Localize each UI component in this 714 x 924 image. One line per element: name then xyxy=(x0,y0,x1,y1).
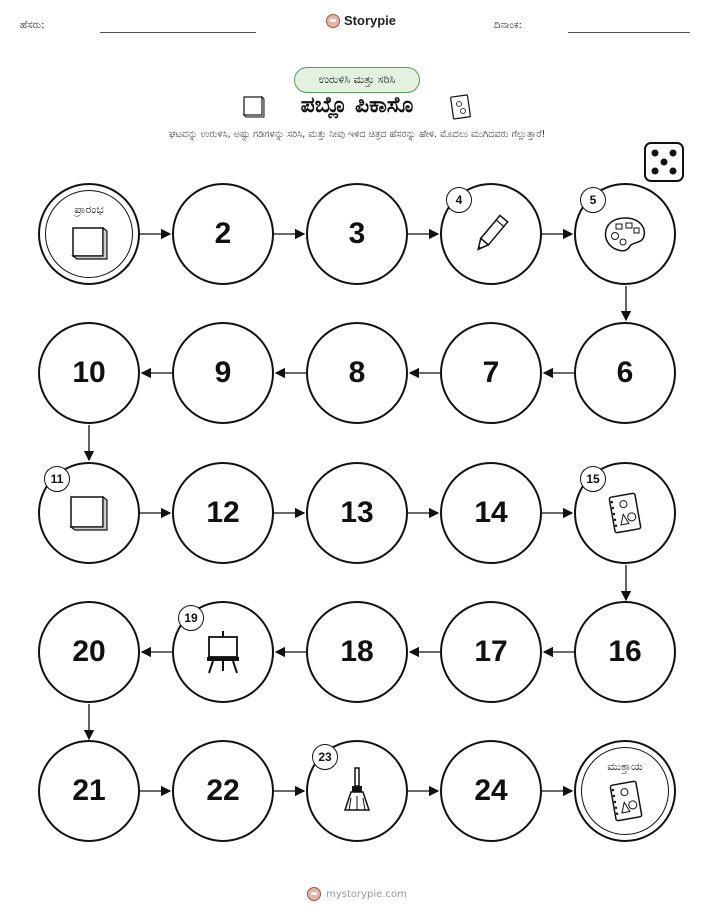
board-space-22[interactable] xyxy=(172,740,274,842)
board-space-19[interactable] xyxy=(172,601,274,703)
canvas-icon xyxy=(67,493,111,533)
instructions: ಘಟವನ್ನು ಉರುಳಿಸಿ, ಅಷ್ಟು ಗಡಿಗಳನ್ನು ಸರಿಸಿ, ಮತ್ತು ನೀವು ಇಳಿದ ಚಿತ್ರದ ಹೆಸರನ್ನು ಹೇಳಿ. ಮೊದಲು ಮುಗಿದವರು ಗೆಲ್ಲುತ್ತಾರೆ! xyxy=(168,129,546,140)
board-space-15[interactable] xyxy=(574,462,676,564)
board-space-23[interactable] xyxy=(306,740,408,842)
game-title: ಪಬ್ಲೊ ಪಿಕಾಸೊ xyxy=(300,93,414,118)
board-space-8[interactable] xyxy=(306,322,408,424)
date-label: ದಿನಾಂಕ: xyxy=(494,20,522,31)
brand-name: Storypie xyxy=(344,13,397,28)
space-number: 10 xyxy=(72,356,106,389)
paintbrush-icon xyxy=(339,766,375,816)
space-number: 2 xyxy=(214,217,232,250)
start-label: ಪ್ರಾರಂಭ xyxy=(74,203,104,216)
space-number: 7 xyxy=(482,356,500,389)
footer xyxy=(0,887,714,901)
board-space-14[interactable] xyxy=(440,462,542,564)
board-space-17[interactable] xyxy=(440,601,542,703)
name-label: ಹೆಸರು: xyxy=(20,20,45,31)
space-badge: 19 xyxy=(178,605,204,631)
board-space-24[interactable] xyxy=(440,740,542,842)
space-number: 16 xyxy=(608,635,642,668)
space-number: 8 xyxy=(348,356,366,389)
pencil-icon xyxy=(471,212,511,256)
space-number: 17 xyxy=(474,635,508,668)
board-space-12[interactable] xyxy=(172,462,274,564)
board-space-10[interactable] xyxy=(38,322,140,424)
board-space-13[interactable] xyxy=(306,462,408,564)
board-space-6[interactable] xyxy=(574,322,676,424)
sketchbook-icon xyxy=(605,490,645,536)
canvas-icon xyxy=(70,225,110,265)
game-type-tag: ಉರುಳಿಸಿ ಮತ್ತು ಸರಿಸಿ xyxy=(294,67,420,93)
space-badge: 4 xyxy=(446,187,472,213)
board-space-18[interactable] xyxy=(306,601,408,703)
space-number: 3 xyxy=(348,217,366,250)
board-space-3[interactable] xyxy=(306,183,408,285)
board-space-2[interactable] xyxy=(172,183,274,285)
space-number: 22 xyxy=(206,774,240,807)
board-space-9[interactable] xyxy=(172,322,274,424)
board-space-21[interactable] xyxy=(38,740,140,842)
finish-label: ಮುಕ್ತಾಯ xyxy=(607,760,643,773)
space-badge: 11 xyxy=(44,466,70,492)
board-space-4[interactable] xyxy=(440,183,542,285)
board-space-5[interactable] xyxy=(574,183,676,285)
space-number: 9 xyxy=(214,356,232,389)
space-number: 24 xyxy=(474,774,508,807)
space-number: 18 xyxy=(340,635,374,668)
mascot-icon xyxy=(307,887,321,901)
space-number: 13 xyxy=(340,496,374,529)
sketchbook-icon xyxy=(606,778,646,828)
space-number: 12 xyxy=(206,496,240,529)
board-space-20[interactable] xyxy=(38,601,140,703)
board-space-16[interactable] xyxy=(574,601,676,703)
space-badge: 15 xyxy=(580,466,606,492)
finish-space[interactable] xyxy=(574,740,676,842)
space-badge: 23 xyxy=(312,744,338,770)
space-number: 14 xyxy=(474,496,508,529)
board-space-7[interactable] xyxy=(440,322,542,424)
space-number: 6 xyxy=(616,356,634,389)
space-badge: 5 xyxy=(580,187,606,213)
easel-icon xyxy=(203,629,243,675)
footer-site[interactable]: mystorypie.com xyxy=(326,888,407,900)
board-space-11[interactable] xyxy=(38,462,140,564)
space-number: 20 xyxy=(72,635,106,668)
space-number: 21 xyxy=(72,774,106,807)
start-space[interactable] xyxy=(38,183,140,285)
palette-icon xyxy=(602,214,648,254)
